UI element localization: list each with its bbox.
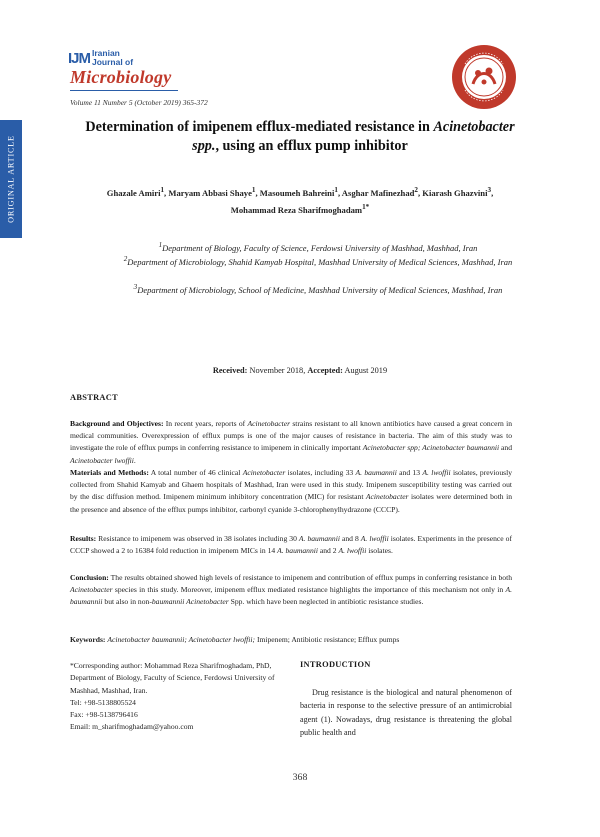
- abstract-text: but also in non-: [102, 597, 152, 607]
- abstract-italic: Acinetobacter: [70, 585, 113, 595]
- abstract-italic: baumannii Acinetobacter: [151, 597, 229, 607]
- received-date: November 2018,: [249, 366, 306, 375]
- abstract-results: [70, 533, 512, 557]
- abstract-text: strains resistant to all known antibiotics have caused a great concern in medical communities. Overexpression of efflux pumps is one of the major causes of resistance in bacteria. The aim of this study was to investigate the role of efflux pumps in conferring resistance to imipenem in clinically important: [70, 419, 512, 453]
- abstract-heading: ABSTRACT: [70, 393, 119, 402]
- abstract-text: isolates, previously collected from Shahid Kamyab and Ghaem hospitals of Mashhad, Iran were used in this study. Imipenem susceptibility testing was carried out by the disc diffusion method. Imipenem minimum inhibitory concentration (MIC) for resistant: [70, 468, 512, 502]
- journal-logo-line2: Journal of: [92, 57, 134, 67]
- accepted-date: August 2019: [344, 366, 388, 375]
- abstract-text: isolates.: [366, 546, 393, 556]
- abstract-italic: A. baumannii: [70, 585, 512, 607]
- abstract-text: isolates. Experiments in the presence of CCCP showed a 2 to 16384 fold reduction in imipenem MICs in 14: [70, 534, 512, 556]
- abstract-methods: [70, 467, 512, 516]
- background-label: Background and Objectives:: [70, 419, 164, 428]
- corresponding-fax: Fax: +98-5138796416: [70, 710, 138, 720]
- affiliation-sup: 1: [158, 241, 163, 249]
- affiliation-text: Department of Biology, Faculty of Science, Ferdowsi University of Mashhad, Mashhad, Iran: [162, 242, 478, 253]
- abstract-text: and 8: [339, 534, 361, 543]
- author-sup: 1*: [362, 202, 370, 211]
- keywords-italic: Acinetobacter baumannii; Acinetobacter lwoffii;: [107, 635, 256, 644]
- abstract-italic: A. baumannii: [355, 468, 397, 477]
- author-name: Ghazale Amiri: [106, 187, 161, 198]
- author-name: Asghar Mafinezhad: [341, 187, 415, 198]
- methods-label: Materials and Methods:: [70, 468, 149, 477]
- affiliation-text: Department of Microbiology, School of Medicine, Mashhad University of Medical Sciences, Mashhad, Iran: [137, 284, 503, 295]
- abstract-text: and 2: [317, 546, 339, 556]
- abstract-text: isolates, including 33: [285, 468, 356, 477]
- abstract-italic: A. baumannii: [298, 534, 340, 543]
- affiliation-text: Department of Microbiology, Shahid Kamyab Hospital, Mashhad University of Medical Sciences, Mashhad, Iran: [127, 256, 513, 267]
- abstract-text: Resistance to imipenem was observed in 38 isolates including 30: [96, 534, 299, 543]
- title-genus: Acinetobacter: [433, 119, 515, 135]
- article-type-label: ORIGINAL ARTICLE: [6, 135, 16, 223]
- keywords: [70, 634, 512, 646]
- author-list: Ghazale Amiri$^1$, Maryam Abbasi Shaye$^1$, Masoumeh Bahreini$^1$, Asghar Mafinezhad$^2$, Kiarash Ghazvini$^3$, Mohammad Reza Sharifmoghadam$^{1*}$: [106, 186, 494, 215]
- abstract-italic: A. baumannii: [277, 546, 318, 556]
- abstract-text: In recent years, reports of: [163, 419, 248, 428]
- affiliation: [118, 253, 518, 269]
- corresponding-email[interactable]: Email: m_sharifmoghadam@yahoo.com: [70, 722, 194, 732]
- abstract-text: Spp. which have been neglected in antibiotic resistance studies.: [228, 597, 424, 607]
- results-label: Results:: [70, 534, 97, 543]
- affiliation: [118, 281, 518, 297]
- affiliation-sup: 3: [133, 283, 138, 291]
- corresponding-author: [70, 660, 284, 734]
- abstract-italic: Acinetobacter: [365, 492, 409, 502]
- received-label: Received:: [212, 366, 248, 375]
- abstract-italic: A. lwoffii: [360, 534, 389, 543]
- author-sup: 1: [160, 186, 165, 194]
- title-line2-rest: , using an efflux pump inhibitor: [215, 138, 408, 154]
- journal-logo: [68, 44, 188, 96]
- author-sup: 1: [251, 186, 256, 194]
- conclusion-label: Conclusion:: [70, 573, 109, 582]
- abstract-background: [70, 418, 512, 467]
- title-part1: Determination of imipenem efflux-mediated resistance in: [85, 119, 434, 135]
- abstract-italic: A. lwoffii: [422, 468, 451, 477]
- abstract-italic: Acinetobacter: [242, 468, 286, 477]
- keywords-label: Keywords:: [70, 635, 106, 644]
- author-name: Kiarash Ghazvini: [422, 187, 488, 198]
- abstract-text: A total number of 46 clinical: [148, 468, 243, 477]
- abstract-text: isolates were determined both in the presence and absence of the efflux pumps inhibitor, carbonyl cyanide 3-chlorophenylhydrazone (CCCP).: [70, 492, 512, 514]
- affiliation-sup: 2: [123, 255, 128, 263]
- abstract-italic: Acinetobacter spp; Acinetobacter baumannii: [362, 443, 500, 453]
- abstract-text: species in this study. Moreover, imipenem efflux mediated resistance highlights the importance of this mechanism not only in: [112, 585, 506, 595]
- volume-info: Volume 11 Number 5 (October 2019) 365-372: [70, 98, 208, 107]
- abstract-conclusion: [70, 572, 512, 609]
- author-name: Mohammad Reza Sharifmoghadam: [230, 204, 363, 215]
- accepted-label: Accepted:: [307, 366, 343, 375]
- abstract-text: The results obtained showed high levels of resistance to imipenem and contribution of efflux pumps in conferring resistance in both: [108, 573, 512, 582]
- journal-logo-line1: Iranian: [92, 48, 120, 58]
- abstract-italic: A. lwoffii: [338, 546, 367, 556]
- journal-logo-mark: IJM: [68, 50, 91, 67]
- author-name: Maryam Abbasi Shaye: [168, 187, 252, 198]
- page-number: 368: [292, 772, 308, 783]
- received-accepted-dates: [60, 366, 540, 375]
- abstract-text: and 13: [396, 468, 423, 477]
- abstract-text: and: [499, 443, 513, 453]
- society-seal-icon: [451, 44, 517, 110]
- corresponding-line: *Corresponding author: Mohammad Reza Sharifmoghadam, PhD, Department of Biology, Faculty of Science, Ferdowsi University of Mashhad, Mashhad, Iran.: [70, 661, 275, 695]
- introduction-heading: INTRODUCTION: [300, 660, 371, 669]
- title-line2-italic: spp.: [192, 138, 216, 154]
- author-sup: 1: [334, 186, 338, 194]
- keywords-rest: Imipenem; Antibiotic resistance; Efflux pumps: [255, 635, 400, 644]
- corresponding-tel: Tel: +98-5138805524: [70, 697, 136, 707]
- author-sup: 2: [414, 186, 418, 194]
- article-type-tab: [0, 120, 22, 238]
- introduction-paragraph: Drug resistance is the biological and natural phenomenon of bacteria in response to the selective pressure of an antimicrobial agent (1). Nowadays, drug resistance is threatening the global public health and: [300, 688, 512, 738]
- article-title: [60, 118, 540, 156]
- logo-underline: [70, 90, 178, 91]
- author-name: Masoumeh Bahreini: [259, 187, 335, 198]
- abstract-text: .: [133, 455, 136, 465]
- author-sup: 3: [487, 186, 492, 194]
- journal-logo-title: Microbiology: [70, 67, 172, 87]
- abstract-italic: Acinetobacter lwoffii: [70, 455, 134, 465]
- abstract-italic: Acinetobacter: [247, 419, 291, 428]
